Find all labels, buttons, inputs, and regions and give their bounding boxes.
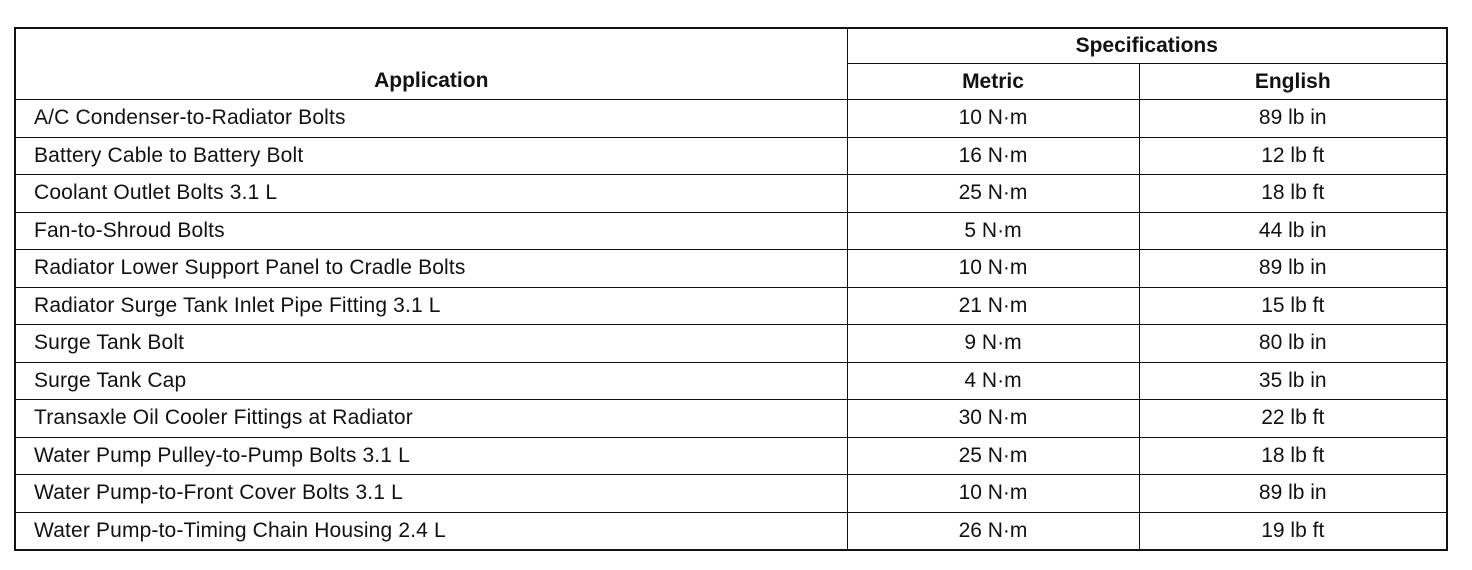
english-cell: 80 lb in xyxy=(1139,325,1447,363)
metric-column-header: Metric xyxy=(847,64,1139,100)
english-cell: 89 lb in xyxy=(1139,475,1447,513)
application-cell: Surge Tank Bolt xyxy=(15,325,847,363)
metric-cell: 5 N·m xyxy=(847,212,1139,250)
table-row xyxy=(15,475,1447,513)
metric-cell: 25 N·m xyxy=(847,437,1139,475)
english-cell: 12 lb ft xyxy=(1139,137,1447,175)
english-cell: 15 lb ft xyxy=(1139,287,1447,325)
table-row xyxy=(15,137,1447,175)
application-cell: Radiator Surge Tank Inlet Pipe Fitting 3.1 L xyxy=(15,287,847,325)
header-row-top xyxy=(15,28,1447,64)
english-column-header: English xyxy=(1139,64,1447,100)
english-cell: 44 lb in xyxy=(1139,212,1447,250)
application-cell: Battery Cable to Battery Bolt xyxy=(15,137,847,175)
table-row xyxy=(15,100,1447,138)
table-row xyxy=(15,250,1447,288)
metric-cell: 10 N·m xyxy=(847,100,1139,138)
application-cell: Water Pump Pulley-to-Pump Bolts 3.1 L xyxy=(15,437,847,475)
application-cell: Water Pump-to-Front Cover Bolts 3.1 L xyxy=(15,475,847,513)
table-body xyxy=(15,100,1447,551)
english-cell: 89 lb in xyxy=(1139,100,1447,138)
metric-cell: 25 N·m xyxy=(847,175,1139,213)
metric-cell: 21 N·m xyxy=(847,287,1139,325)
english-cell: 18 lb ft xyxy=(1139,175,1447,213)
table-row xyxy=(15,437,1447,475)
application-cell: Water Pump-to-Timing Chain Housing 2.4 L xyxy=(15,512,847,550)
application-cell: Fan-to-Shroud Bolts xyxy=(15,212,847,250)
application-column-header: Application xyxy=(15,28,847,100)
metric-cell: 30 N·m xyxy=(847,400,1139,438)
specifications-group-header: Specifications xyxy=(847,28,1447,64)
english-cell: 89 lb in xyxy=(1139,250,1447,288)
english-cell: 35 lb in xyxy=(1139,362,1447,400)
table-row xyxy=(15,325,1447,363)
table-row xyxy=(15,175,1447,213)
metric-cell: 10 N·m xyxy=(847,250,1139,288)
torque-spec-table xyxy=(14,27,1448,551)
table-row xyxy=(15,287,1447,325)
english-cell: 19 lb ft xyxy=(1139,512,1447,550)
metric-cell: 26 N·m xyxy=(847,512,1139,550)
metric-cell: 10 N·m xyxy=(847,475,1139,513)
table-header xyxy=(15,28,1447,100)
metric-cell: 16 N·m xyxy=(847,137,1139,175)
english-cell: 18 lb ft xyxy=(1139,437,1447,475)
table-row xyxy=(15,212,1447,250)
application-cell: A/C Condenser-to-Radiator Bolts xyxy=(15,100,847,138)
application-cell: Coolant Outlet Bolts 3.1 L xyxy=(15,175,847,213)
table-row xyxy=(15,512,1447,550)
application-cell: Transaxle Oil Cooler Fittings at Radiator xyxy=(15,400,847,438)
english-cell: 22 lb ft xyxy=(1139,400,1447,438)
application-cell: Radiator Lower Support Panel to Cradle Bolts xyxy=(15,250,847,288)
application-cell: Surge Tank Cap xyxy=(15,362,847,400)
table-row xyxy=(15,362,1447,400)
table-row xyxy=(15,400,1447,438)
metric-cell: 9 N·m xyxy=(847,325,1139,363)
metric-cell: 4 N·m xyxy=(847,362,1139,400)
